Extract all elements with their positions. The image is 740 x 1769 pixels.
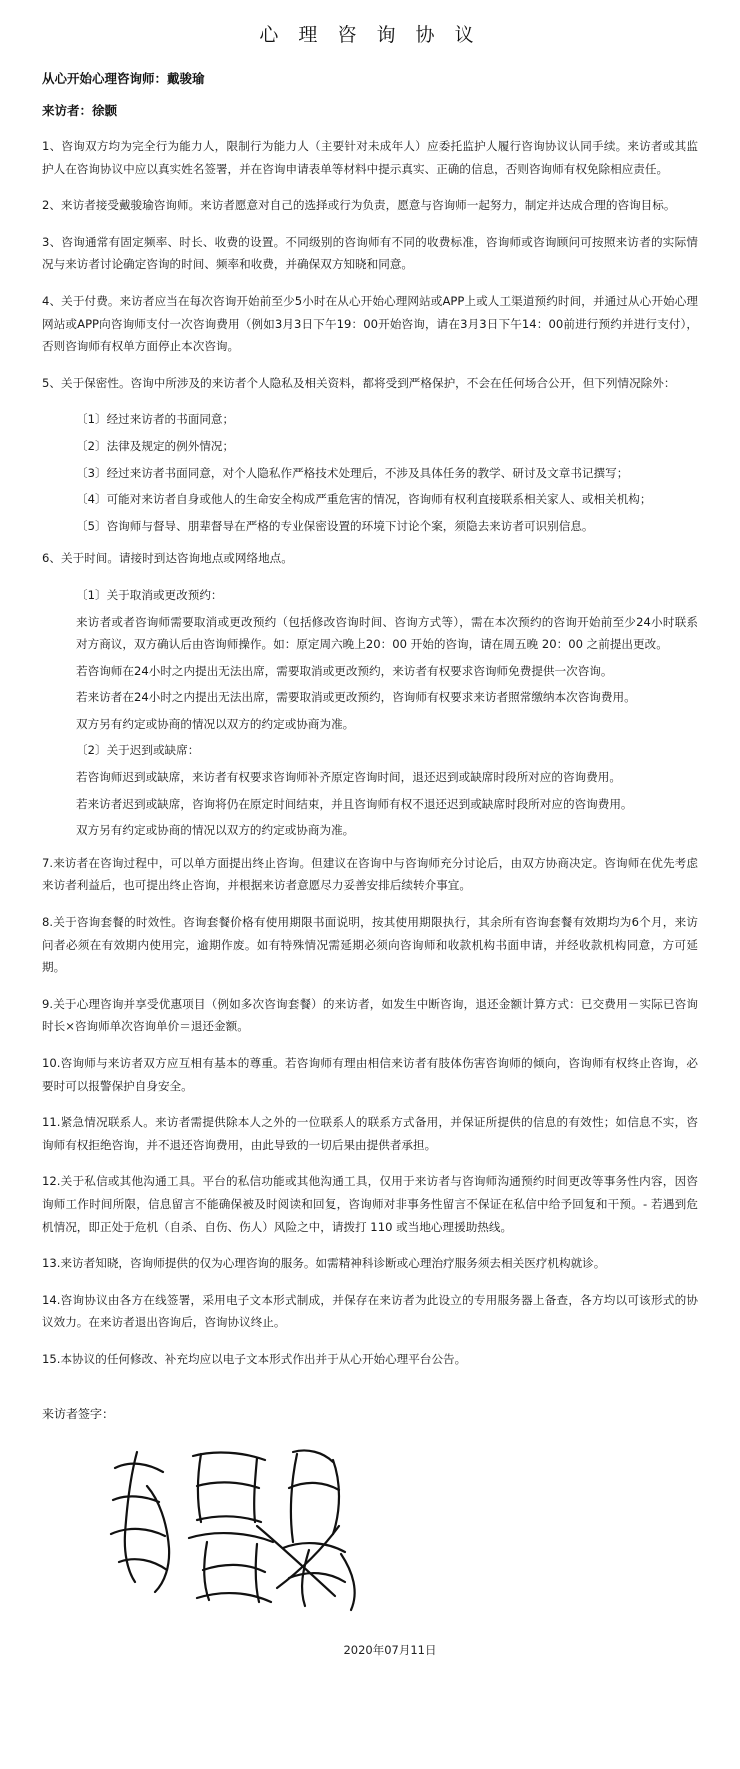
clause-6-sub1-paragraph-4: 双方另有约定或协商的情况以双方的约定或协商为准。 [76,716,355,731]
clause-6-sub2-paragraph-3: 双方另有约定或协商的情况以双方的约定或协商为准。 [76,823,355,838]
clause-6-sub1-paragraph-2: 若咨询师在24小时之内提出无法出席，需要取消或更改预约，来访者有权要求咨询师免费提供一次咨询。 [76,663,613,678]
clause-6-sub1-paragraph-3: 若来访者在24小时之内提出无法出席，需要取消或更改预约，咨询师有权要求来访者照常缴纳本次咨询费用。 [76,690,636,705]
confidentiality-item-3: 〔3〕经过来访者书面同意，对个人隐私作严格技术处理后，不涉及具体任务的教学、研讨及文章书记撰写； [76,465,629,480]
clause-6-heading: 6、关于时间。请接时到达咨询地点或网络地点。 [42,551,293,566]
clause-3: 3、咨询通常有固定频率、时长、收费的设置。不同级别的咨询师有不同的收费标准，咨询师或咨询顾问可按照来访者的实际情况与来访者讨论确定咨询的时间、频率和收费，并确保双方知晓和同意。 [42,234,698,272]
clause-7: 7.来访者在咨询过程中，可以单方面提出终止咨询。但建议在咨询中与咨询师充分讨论后，由双方协商决定。咨询师在优先考虑来访者利益后，也可提出终止咨询，并根据来访者意愿尽力妥善安排后续转介事宜。 [42,855,698,893]
clause-6-sub1-paragraph-1: 来访者或者咨询师需要取消或更改预约（包括修改咨询时间、咨询方式等），需在本次预约的咨询开始前至少24小时联系对方商议，双方确认后由咨询师操作。如：原定周六晚上20：00 开始的咨询，请在周五晚 20：00 之前提出更改。 [76,614,698,652]
handwritten-signature [97,1430,397,1620]
clause-6-sub2-title: 〔2〕关于迟到或缺席： [76,743,200,758]
visitor-line: 来访者：徐颢 [42,103,118,118]
clause-4: 4、关于付费。来访者应当在每次咨询开始前至少5小时在从心开始心理网站或APP上或人工渠道预约时间，并通过从心开始心理网站或APP向咨询师支付一次咨询费用（例如3月3日下午19：00开始咨询，请在3月3日下午14：00前进行预约并进行支付），否则咨询师有权单方面停止本次咨询。 [42,293,698,354]
page-title: 心 理 咨 询 协 议 [259,24,481,46]
document-date: 2020年07月11日 [343,1642,437,1657]
confidentiality-item-2: 〔2〕法律及规定的例外情况； [76,438,235,453]
clause-5: 5、关于保密性。咨询中所涉及的来访者个人隐私及相关资料，都将受到严格保护，不会在任何场合公开，但下列情况除外： [42,375,676,390]
clause-14: 14.咨询协议由各方在线签署，采用电子文本形式制成，并保存在来访者为此设立的专用服务器上备查，各方均以可该形式的协议效力。在来访者退出咨询后，咨询协议终止。 [42,1292,698,1330]
clause-6-sub2-paragraph-1: 若咨询师迟到或缺席，来访者有权要求咨询师补齐原定咨询时间，退还迟到或缺席时段所对应的咨询费用。 [76,770,621,785]
clause-6-sub2-paragraph-2: 若来访者迟到或缺席，咨询将仍在原定时间结束，并且咨询师有权不退还迟到或缺席时段所对应的咨询费用。 [76,796,633,811]
signature-area [42,1422,698,1632]
clause-9: 9.关于心理咨询并享受优惠项目（例如多次咨询套餐）的来访者，如发生中断咨询，退还金额计算方式：已交费用－实际已咨询时长×咨询师单次咨询单价＝退还金额。 [42,996,698,1034]
counselor-line: 从心开始心理咨询师：戴骏瑜 [42,71,205,86]
clause-2: 2、来访者接受戴骏瑜咨询师。来访者愿意对自己的选择或行为负责，愿意与咨询师一起努力，制定并达成合理的咨询目标。 [42,198,676,213]
signature-label: 来访者签字： [42,1406,115,1421]
clause-6-sub1-title: 〔1〕关于取消或更改预约： [76,587,223,602]
confidentiality-item-4: 〔4〕可能对来访者自身或他人的生命安全构成严重危害的情况，咨询师有权利直接联系相关家人、或相关机构； [76,492,652,507]
clause-12: 12.关于私信或其他沟通工具。平台的私信功能或其他沟通工具，仅用于来访者与咨询师沟通预约时间更改等事务性内容，因咨询师工作时间所限，信息留言不能确保被及时阅读和回复，咨询师对非事务性留言不保证在私信中给予回复和干预。- 若遇到危机情况，即正处于危机（自杀、自伤、伤人）风险之中，请拨打 110 或当地心理援助热线。 [42,1174,698,1234]
clause-10: 10.咨询师与来访者双方应互相有基本的尊重。若咨询师有理由相信来访者有肢体伤害咨询师的倾向，咨询师有权终止咨询，必要时可以报警保护自身安全。 [42,1056,698,1093]
confidentiality-item-5: 〔5〕咨询师与督导、朋辈督导在严格的专业保密设置的环境下讨论个案，须隐去来访者可识别信息。 [76,518,594,533]
confidentiality-item-1: 〔1〕经过来访者的书面同意； [76,412,235,427]
clause-11: 11.紧急情况联系人。来访者需提供除本人之外的一位联系人的联系方式备用，并保证所提供的信息的有效性；如信息不实，咨询师有权拒绝咨询，并不退还咨询费用，由此导致的一切后果由提供者承担。 [42,1115,698,1152]
clause-8: 8.关于咨询套餐的时效性。咨询套餐价格有使用期限书面说明，按其使用期限执行，其余所有咨询套餐有效期均为6个月，来访问者必须在有效期内使用完，逾期作废。如有特殊情况需延期必须向咨询师和收款机构书面申请，并经收款机构同意，方可延期。 [42,915,698,975]
clause-15: 15.本协议的任何修改、补充均应以电子文本形式作出并于从心开始心理平台公告。 [42,1351,467,1366]
clause-1: 1、咨询双方均为完全行为能力人，限制行为能力人（主要针对未成年人）应委托监护人履行咨询协议认同手续。来访者或其监护人在咨询协议中应以真实姓名签署，并在咨询申请表单等材料中提示真实、正确的信息，否则咨询师有权免除相应责任。 [42,139,698,176]
clause-13: 13.来访者知晓，咨询师提供的仅为心理咨询的服务。如需精神科诊断或心理治疗服务须去相关医疗机构就诊。 [42,1256,606,1271]
